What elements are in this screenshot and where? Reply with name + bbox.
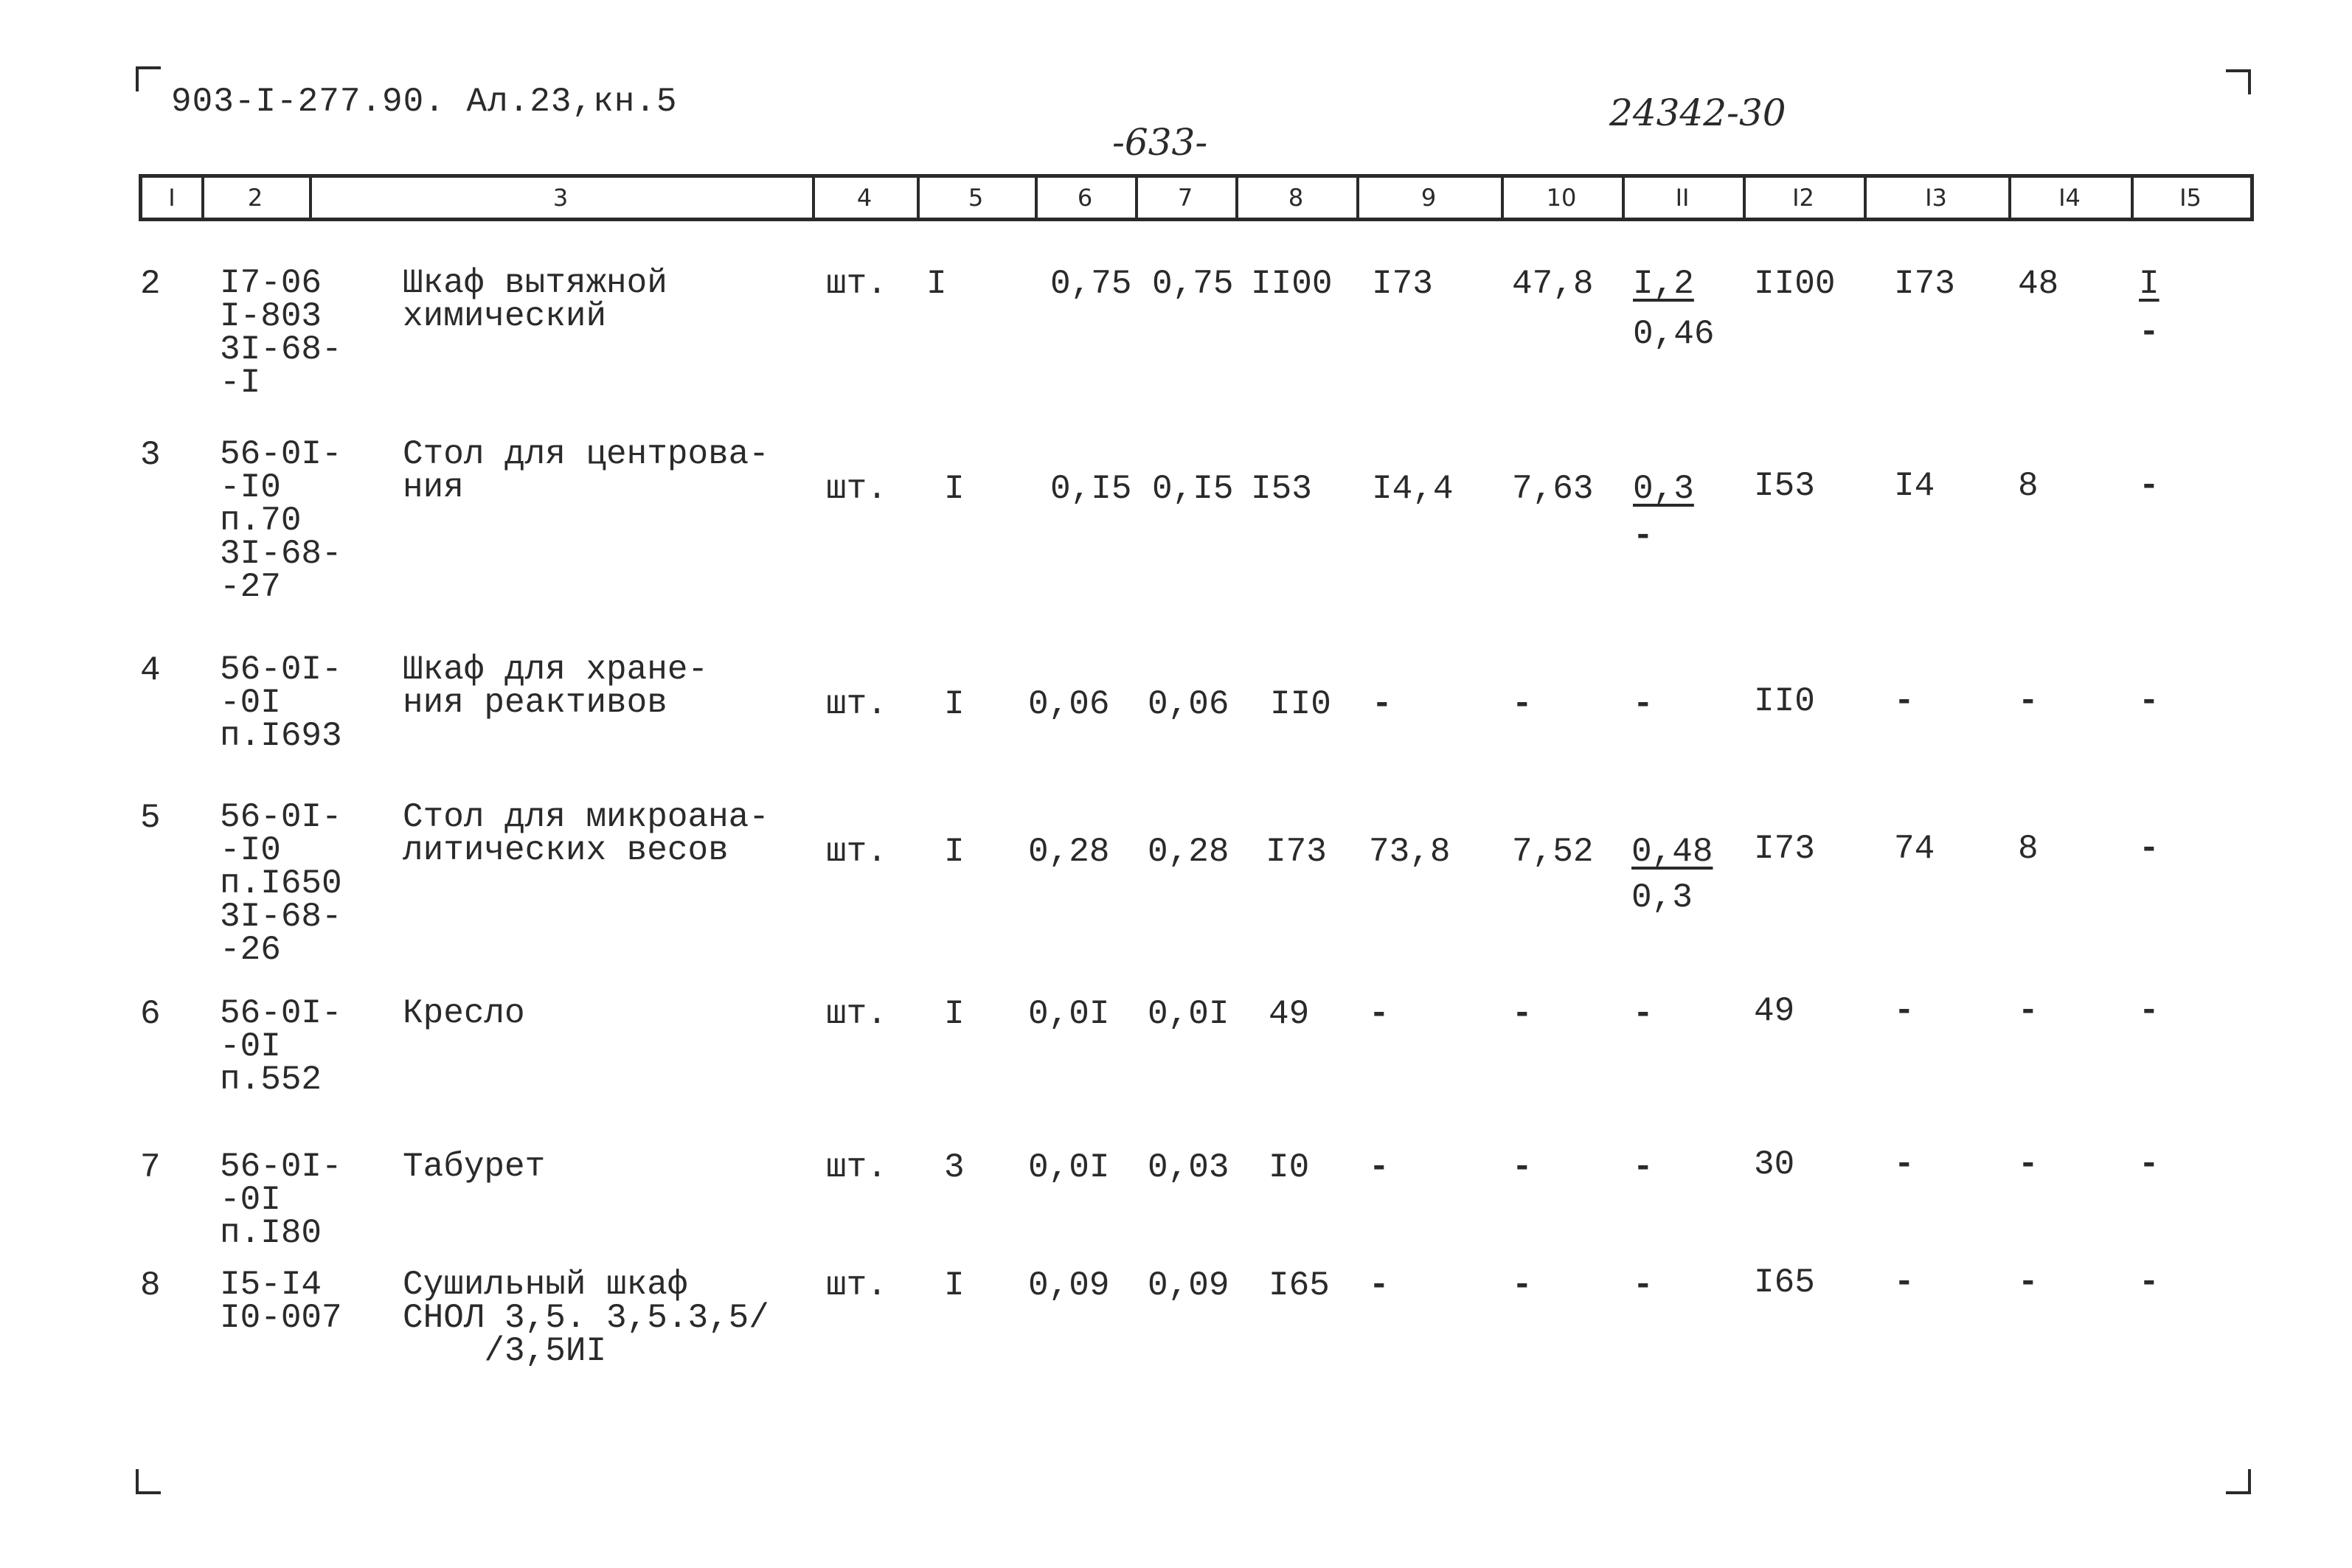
col-8: I73 [1266, 833, 1327, 871]
item-code: 56-0I- -I0 п.I650 3I-68- -26 [220, 798, 342, 969]
quantity: I [926, 265, 947, 303]
corner-mark-top-left [136, 66, 161, 91]
item-name: Табурет [403, 1148, 546, 1186]
column-header-10: 10 [1546, 184, 1577, 212]
item-name: Шкаф для хране- ния реактивов [403, 651, 709, 722]
col-8: I53 [1251, 470, 1312, 508]
col-7: 0,28 [1148, 833, 1229, 871]
col-10: 47,8 [1512, 265, 1594, 303]
col-10: - [1512, 1266, 1533, 1305]
column-header-11: II [1675, 184, 1690, 212]
col-13: - [1894, 992, 1915, 1030]
inventory-number: 24342-30 [1609, 91, 1786, 134]
col-12: I65 [1754, 1263, 1815, 1302]
col-6: 0,06 [1028, 685, 1110, 724]
col-10: - [1512, 995, 1533, 1033]
col-14: 8 [2018, 830, 2039, 868]
col-14: - [2018, 1145, 2039, 1184]
col-14: 8 [2018, 467, 2039, 505]
quantity: I [944, 995, 965, 1033]
col-15: - [2139, 830, 2160, 868]
column-header-13: I3 [1925, 184, 1947, 212]
col-15: - [2139, 1145, 2160, 1184]
col-13: I4 [1894, 467, 1935, 505]
col-9: - [1369, 1266, 1390, 1305]
col-6: 0,I5 [1050, 470, 1132, 508]
unit: шт. [826, 265, 887, 303]
item-code: 56-0I- -I0 п.70 3I-68- -27 [220, 435, 342, 606]
col-15: - [2139, 467, 2160, 505]
col-7: 0,0I [1148, 995, 1229, 1033]
page-number: -633- [1112, 121, 1208, 164]
col-9: 73,8 [1369, 833, 1451, 871]
col-11: - [1633, 995, 1654, 1033]
col-11-numerator: 0,48 [1631, 833, 1713, 871]
col-6: 0,0I [1028, 1148, 1110, 1187]
col-11: - [1633, 685, 1654, 724]
column-header-6: 6 [1077, 184, 1093, 212]
row-number: 2 [140, 265, 161, 303]
col-9: - [1372, 685, 1392, 724]
column-header-15: I5 [2179, 184, 2202, 212]
col-14: 48 [2018, 265, 2059, 303]
column-header-5: 5 [968, 184, 984, 212]
col-7: 0,03 [1148, 1148, 1229, 1187]
col-14: - [2018, 1263, 2039, 1302]
col-14: - [2018, 682, 2039, 721]
item-name: Стол для микроана- литических весов [403, 798, 769, 870]
column-header-row [139, 174, 2254, 221]
column-header-14: I4 [2058, 184, 2081, 212]
col-9: I73 [1372, 265, 1433, 303]
column-header-1: I [168, 184, 176, 212]
column-header-2: 2 [247, 184, 263, 212]
item-code: I5-I4 I0-007 [220, 1266, 342, 1337]
col-14: - [2018, 992, 2039, 1030]
corner-mark-bottom-right [2226, 1469, 2251, 1494]
quantity: I [944, 833, 965, 871]
quantity: I [944, 685, 965, 724]
col-8: 49 [1269, 995, 1310, 1033]
col-7: 0,I5 [1152, 470, 1234, 508]
row-number: 3 [140, 436, 161, 474]
col-13: I73 [1894, 265, 1955, 303]
unit: шт. [826, 470, 887, 508]
row-number: 8 [140, 1266, 161, 1305]
col-9: - [1369, 1148, 1390, 1187]
unit: шт. [826, 833, 887, 871]
col-15: - [2139, 1263, 2160, 1302]
unit: шт. [826, 685, 887, 724]
col-11-denominator: 0,3 [1631, 878, 1693, 917]
col-13: - [1894, 1145, 1915, 1184]
col-7: 0,09 [1148, 1266, 1229, 1305]
col-7: 0,06 [1148, 685, 1229, 724]
col-15: - [2139, 992, 2160, 1030]
unit: шт. [826, 1266, 887, 1305]
item-name: Стол для центрова- ния [403, 435, 769, 507]
item-name: Сушильный шкаф СНОЛ 3,5. 3,5.3,5/ /3,5ИI [403, 1266, 769, 1370]
col-13: - [1894, 682, 1915, 721]
col-10: - [1512, 685, 1533, 724]
document-code: 903-I-277.90. Ал.23,кн.5 [171, 83, 678, 121]
col-9: - [1369, 995, 1390, 1033]
item-name: Шкаф вытяжной химический [403, 264, 667, 336]
col-6: 0,28 [1028, 833, 1110, 871]
corner-mark-top-right [2226, 69, 2251, 94]
col-12: 49 [1754, 992, 1795, 1030]
col-12: II00 [1754, 265, 1836, 303]
col-12: I53 [1754, 467, 1815, 505]
quantity: I [944, 470, 965, 508]
col-6: 0,0I [1028, 995, 1110, 1033]
col-12: I73 [1754, 830, 1815, 868]
col-11: - [1633, 1148, 1654, 1187]
column-header-9: 9 [1420, 184, 1437, 212]
row-number: 6 [140, 995, 161, 1033]
row-number: 7 [140, 1148, 161, 1187]
row-number: 4 [140, 651, 161, 690]
column-header-7: 7 [1177, 184, 1193, 212]
col-8: I0 [1269, 1148, 1310, 1187]
item-code: 56-0I- -0I п.I80 [220, 1148, 342, 1252]
col-10: - [1512, 1148, 1533, 1187]
quantity: I [944, 1266, 965, 1305]
col-6: 0,09 [1028, 1266, 1110, 1305]
column-header-3: 3 [552, 184, 569, 212]
column-header-4: 4 [856, 184, 873, 212]
row-number: 5 [140, 799, 161, 837]
col-9: I4,4 [1372, 470, 1454, 508]
col-15: - [2139, 682, 2160, 721]
item-code: 56-0I- -0I п.552 [220, 994, 342, 1099]
col-11-denominator: 0,46 [1633, 315, 1715, 353]
column-header-12: I2 [1792, 184, 1814, 212]
col-10: 7,52 [1512, 833, 1594, 871]
col-11-numerator: 0,3 [1633, 470, 1694, 508]
corner-mark-bottom-left [136, 1469, 161, 1494]
col-11-numerator: I,2 [1633, 265, 1694, 303]
col-8: I65 [1269, 1266, 1330, 1305]
col-8: II00 [1251, 265, 1333, 303]
col-15-numerator: I [2139, 265, 2160, 303]
col-8: II0 [1270, 685, 1331, 724]
column-header-8: 8 [1288, 184, 1304, 212]
col-10: 7,63 [1512, 470, 1594, 508]
unit: шт. [826, 995, 887, 1033]
col-13: 74 [1894, 830, 1935, 868]
item-name: Кресло [403, 994, 525, 1033]
quantity: 3 [944, 1148, 965, 1187]
unit: шт. [826, 1148, 887, 1187]
col-7: 0,75 [1152, 265, 1234, 303]
col-15-denominator: - [2139, 313, 2160, 352]
col-6: 0,75 [1050, 265, 1132, 303]
col-12: II0 [1754, 682, 1815, 721]
col-11: - [1633, 1266, 1654, 1305]
item-code: I7-06 I-803 3I-68- -I [220, 264, 342, 402]
col-12: 30 [1754, 1145, 1795, 1184]
item-code: 56-0I- -0I п.I693 [220, 651, 342, 755]
col-13: - [1894, 1263, 1915, 1302]
col-11-denominator: - [1633, 517, 1654, 555]
